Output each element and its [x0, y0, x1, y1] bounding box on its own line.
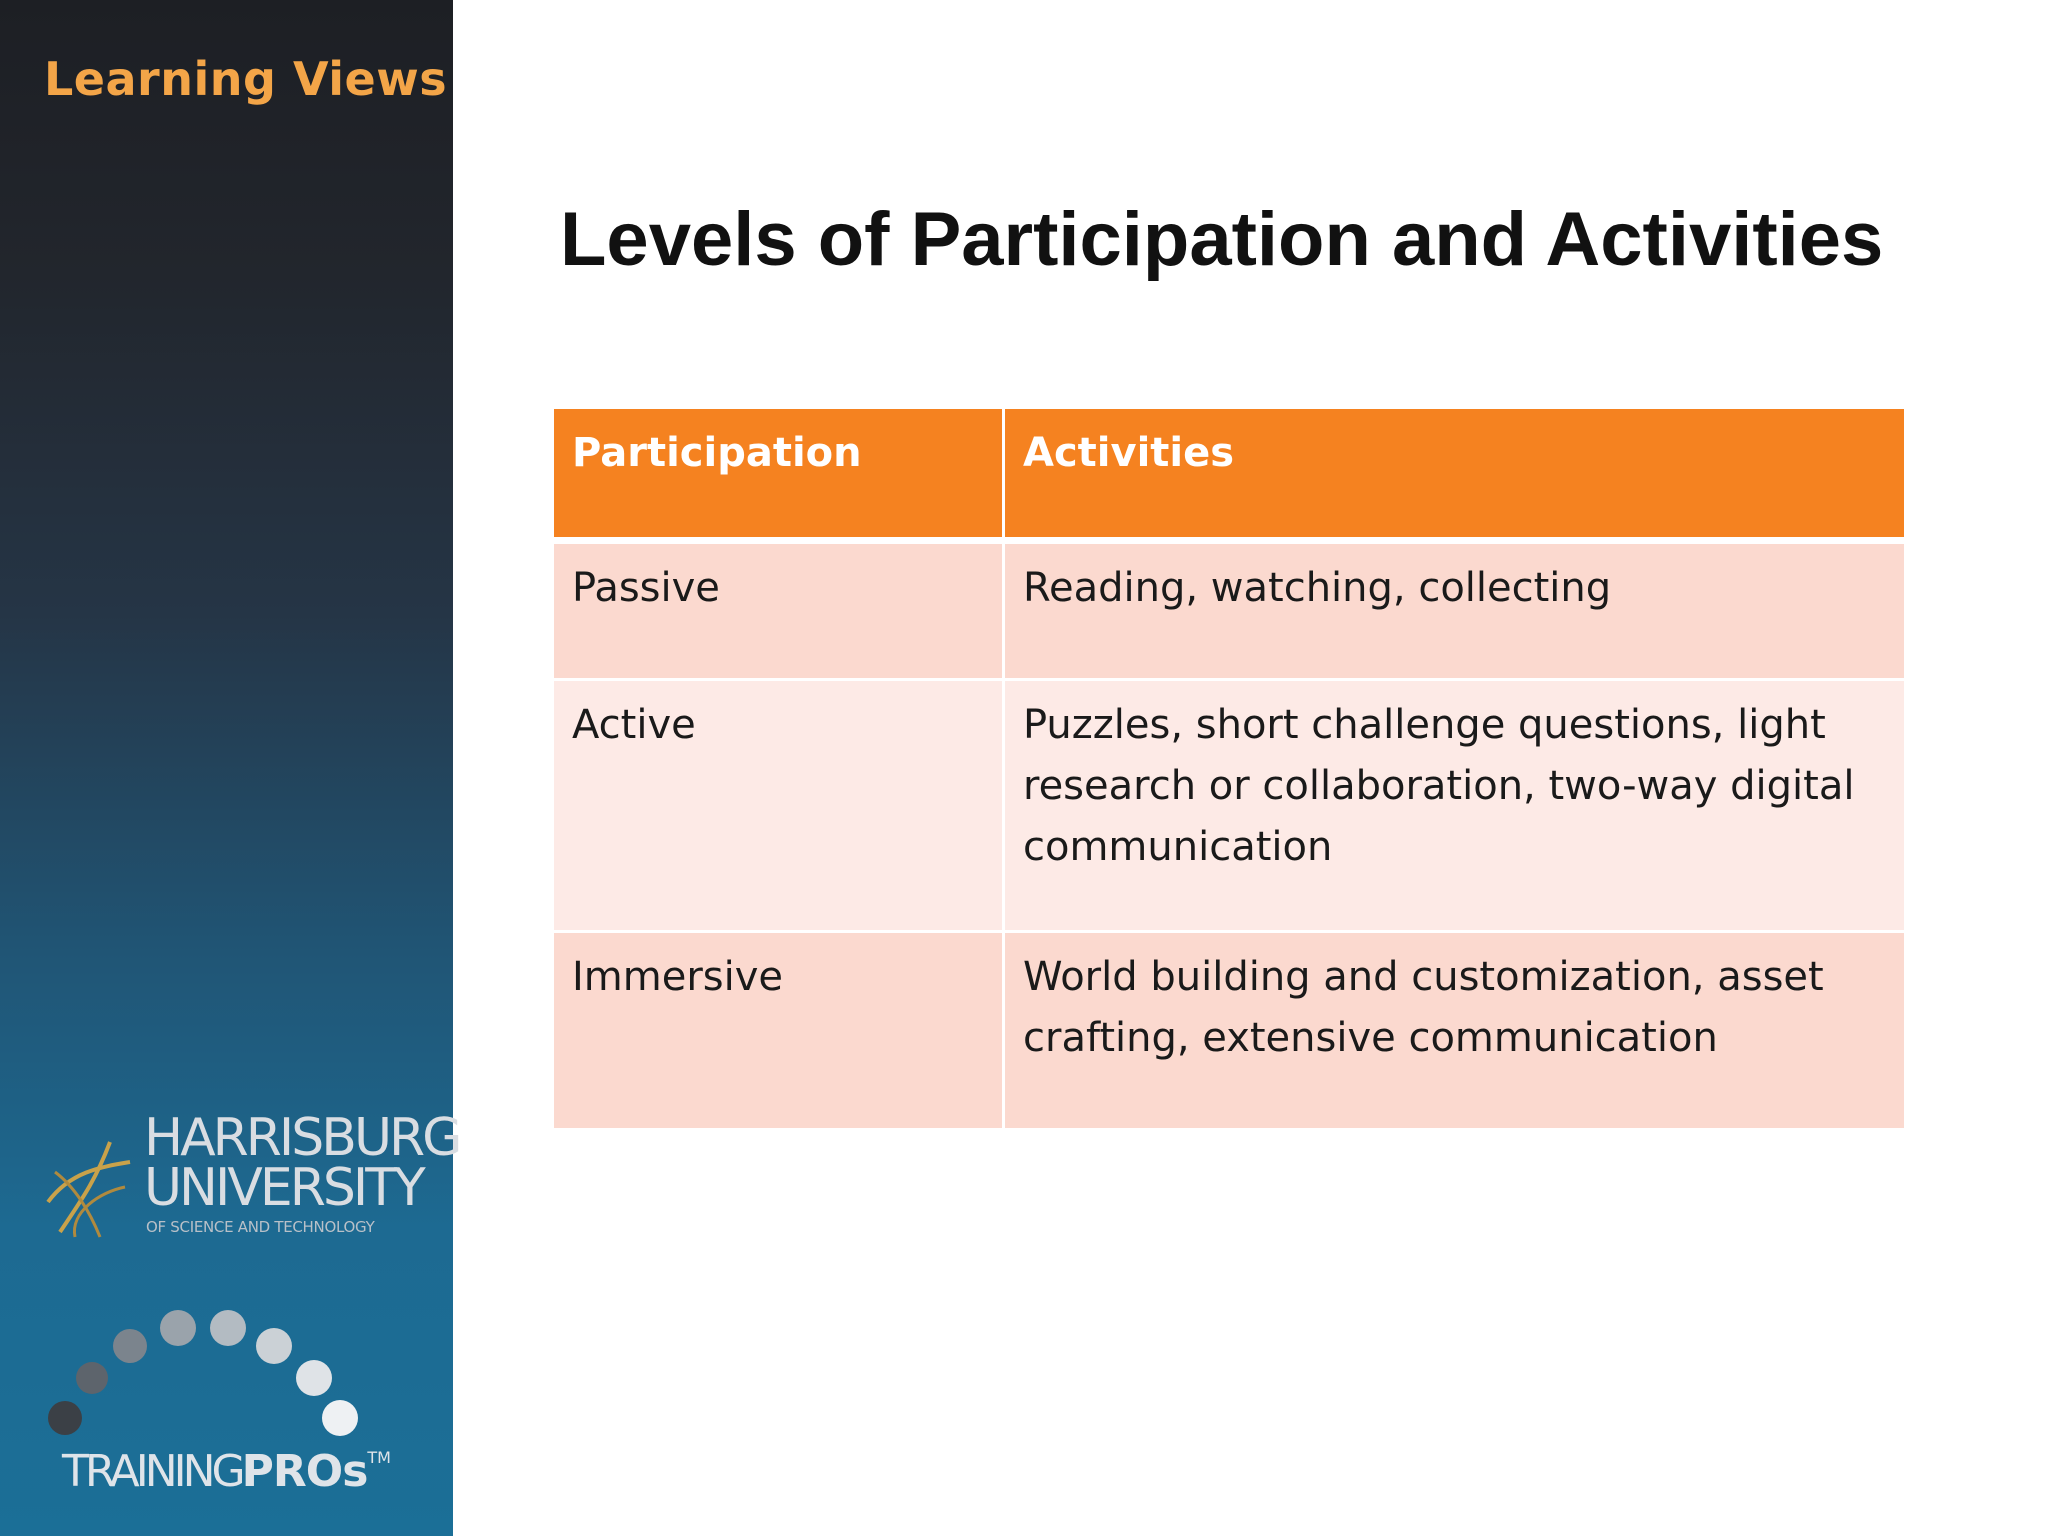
header-activities: Activities — [1004, 408, 1906, 541]
table-row — [553, 932, 1906, 1130]
trainingpros-wordmark — [62, 1446, 391, 1497]
trainingpros-dots-icon — [30, 1300, 430, 1450]
participation-cell: Passive — [553, 541, 1004, 680]
trainingpros-logo — [30, 1300, 430, 1510]
activities-cell: World building and customization, asset crafting, extensive communication — [1004, 932, 1906, 1130]
activities-cell: Puzzles, short challenge questions, light research or collaboration, two-way digital communication — [1004, 680, 1906, 932]
trademark-symbol: TM — [367, 1448, 391, 1467]
participation-cell: Immersive — [553, 932, 1004, 1130]
header-participation: Participation — [553, 408, 1004, 541]
table-row — [553, 541, 1906, 680]
university-name-line2: UNIVERSITY — [144, 1158, 423, 1218]
slide-title: Levels of Participation and Activities — [560, 197, 1884, 282]
trainingpros-text-light: TRAINING — [62, 1446, 242, 1497]
participation-table — [551, 406, 1907, 1131]
table-row — [553, 680, 1906, 932]
trainingpros-text-bold: PROs — [241, 1446, 368, 1497]
university-name-line1: HARRISBURG — [144, 1108, 460, 1168]
participation-cell: Active — [553, 680, 1004, 932]
table-header-row — [553, 408, 1906, 541]
sidebar — [0, 0, 460, 1536]
university-subtitle: OF SCIENCE AND TECHNOLOGY — [146, 1218, 375, 1236]
university-emblem-icon — [40, 1132, 140, 1242]
activities-cell: Reading, watching, collecting — [1004, 541, 1906, 680]
harrisburg-university-logo — [40, 1108, 460, 1242]
brand-title: Learning Views — [44, 52, 448, 106]
